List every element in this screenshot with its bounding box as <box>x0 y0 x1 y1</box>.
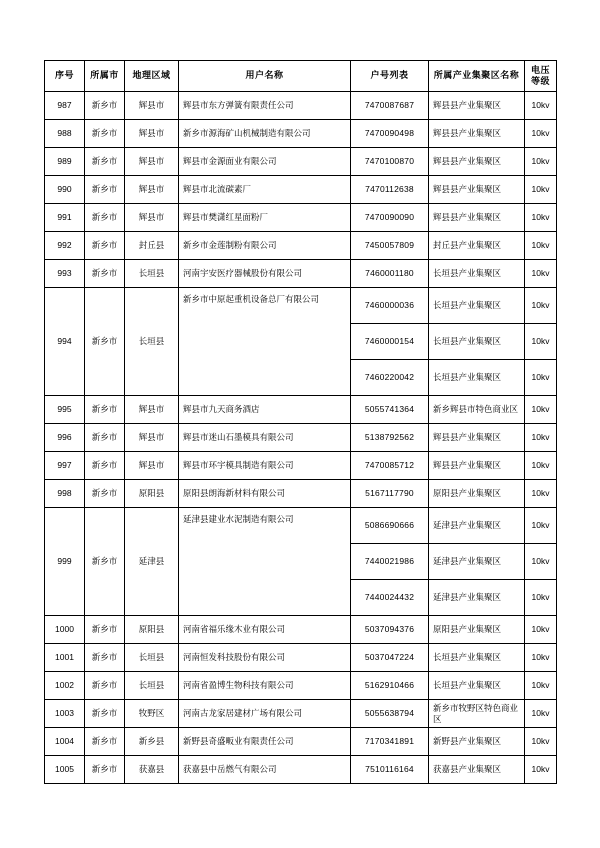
cell-voltage-level: 10kv <box>525 508 557 544</box>
cell-city: 新乡市 <box>85 288 125 396</box>
table-row <box>45 232 557 260</box>
cell-account-number: 5167117790 <box>351 480 429 508</box>
cell-seq: 992 <box>45 232 85 260</box>
cell-voltage-level: 10kv <box>525 452 557 480</box>
column-header-account: 户号列表 <box>351 61 429 92</box>
cell-voltage-level: 10kv <box>525 232 557 260</box>
cell-industrial-zone: 原阳县产业集聚区 <box>429 616 525 644</box>
cell-industrial-zone: 长垣县产业集聚区 <box>429 672 525 700</box>
cell-industrial-zone: 延津县产业集聚区 <box>429 580 525 616</box>
column-header-city: 所属市 <box>85 61 125 92</box>
table-row <box>45 120 557 148</box>
cell-region: 获嘉县 <box>125 756 179 784</box>
table-row <box>45 452 557 480</box>
column-header-seq: 序号 <box>45 61 85 92</box>
cell-user-name: 河南古龙家居建材广场有限公司 <box>179 700 351 728</box>
cell-user-name: 河南恒发科技股份有限公司 <box>179 644 351 672</box>
cell-account-number: 7460001180 <box>351 260 429 288</box>
cell-user-name: 辉县市北流碳素厂 <box>179 176 351 204</box>
cell-industrial-zone: 长垣县产业集聚区 <box>429 260 525 288</box>
cell-seq: 997 <box>45 452 85 480</box>
cell-user-name: 河南宇安医疗器械股份有限公司 <box>179 260 351 288</box>
cell-region: 原阳县 <box>125 616 179 644</box>
cell-industrial-zone: 辉县县产业集聚区 <box>429 176 525 204</box>
cell-voltage-level: 10kv <box>525 204 557 232</box>
cell-user-name: 新野县奇盛畈业有限责任公司 <box>179 728 351 756</box>
cell-city: 新乡市 <box>85 700 125 728</box>
cell-user-name: 新乡市金莲制粉有限公司 <box>179 232 351 260</box>
table-row <box>45 480 557 508</box>
cell-voltage-level: 10kv <box>525 92 557 120</box>
cell-industrial-zone: 辉县县产业集聚区 <box>429 92 525 120</box>
cell-region: 辉县市 <box>125 176 179 204</box>
cell-voltage-level: 10kv <box>525 672 557 700</box>
cell-user-name: 辉县市东方弹簧有限责任公司 <box>179 92 351 120</box>
cell-industrial-zone: 长垣县产业集聚区 <box>429 288 525 324</box>
cell-seq: 998 <box>45 480 85 508</box>
cell-industrial-zone: 辉县县产业集聚区 <box>429 424 525 452</box>
cell-voltage-level: 10kv <box>525 396 557 424</box>
cell-seq: 988 <box>45 120 85 148</box>
cell-industrial-zone: 获嘉县产业集聚区 <box>429 756 525 784</box>
cell-voltage-level: 10kv <box>525 700 557 728</box>
cell-seq: 991 <box>45 204 85 232</box>
table-row <box>45 396 557 424</box>
cell-region: 延津县 <box>125 508 179 616</box>
cell-account-number: 7440024432 <box>351 580 429 616</box>
cell-region: 原阳县 <box>125 480 179 508</box>
cell-region: 辉县市 <box>125 148 179 176</box>
cell-account-number: 5086690666 <box>351 508 429 544</box>
cell-seq: 993 <box>45 260 85 288</box>
cell-voltage-level: 10kv <box>525 728 557 756</box>
cell-region: 辉县市 <box>125 120 179 148</box>
cell-seq: 995 <box>45 396 85 424</box>
cell-account-number: 7460220042 <box>351 360 429 396</box>
cell-region: 牧野区 <box>125 700 179 728</box>
cell-user-name: 河南省盈博生物科技有限公司 <box>179 672 351 700</box>
table-header-row <box>45 61 557 92</box>
cell-user-name: 原阳县朗海新材料有限公司 <box>179 480 351 508</box>
cell-industrial-zone: 封丘县产业集聚区 <box>429 232 525 260</box>
cell-voltage-level: 10kv <box>525 148 557 176</box>
cell-voltage-level: 10kv <box>525 176 557 204</box>
cell-city: 新乡市 <box>85 92 125 120</box>
table-row <box>45 424 557 452</box>
cell-region: 长垣县 <box>125 644 179 672</box>
cell-region: 新乡县 <box>125 728 179 756</box>
cell-account-number: 5037094376 <box>351 616 429 644</box>
cell-city: 新乡市 <box>85 120 125 148</box>
cell-industrial-zone: 辉县县产业集聚区 <box>429 204 525 232</box>
cell-account-number: 7470085712 <box>351 452 429 480</box>
cell-region: 辉县市 <box>125 204 179 232</box>
cell-region: 辉县市 <box>125 92 179 120</box>
cell-user-name: 辉县市九天商务酒店 <box>179 396 351 424</box>
cell-user-name: 辉县市迷山石墨模具有限公司 <box>179 424 351 452</box>
cell-seq: 987 <box>45 92 85 120</box>
table-row <box>45 288 557 324</box>
cell-account-number: 5055638794 <box>351 700 429 728</box>
table-row <box>45 204 557 232</box>
cell-industrial-zone: 新乡辉县市特色商业区 <box>429 396 525 424</box>
cell-region: 长垣县 <box>125 672 179 700</box>
cell-seq: 996 <box>45 424 85 452</box>
cell-region: 辉县市 <box>125 452 179 480</box>
cell-account-number: 7450057809 <box>351 232 429 260</box>
cell-voltage-level: 10kv <box>525 644 557 672</box>
cell-account-number: 7440021986 <box>351 544 429 580</box>
cell-region: 封丘县 <box>125 232 179 260</box>
cell-seq: 994 <box>45 288 85 396</box>
table-row <box>45 260 557 288</box>
cell-user-name: 新乡市源海矿山机械制造有限公司 <box>179 120 351 148</box>
cell-voltage-level: 10kv <box>525 756 557 784</box>
table-row <box>45 756 557 784</box>
table-header <box>45 61 557 92</box>
cell-account-number: 7460000154 <box>351 324 429 360</box>
cell-seq: 1004 <box>45 728 85 756</box>
cell-city: 新乡市 <box>85 508 125 616</box>
cell-region: 长垣县 <box>125 260 179 288</box>
cell-voltage-level: 10kv <box>525 580 557 616</box>
cell-voltage-level: 10kv <box>525 324 557 360</box>
column-header-voltage: 电压等级 <box>525 61 557 92</box>
cell-user-name: 辉县市环宇模具制造有限公司 <box>179 452 351 480</box>
cell-seq: 1001 <box>45 644 85 672</box>
cell-industrial-zone: 原阳县产业集聚区 <box>429 480 525 508</box>
cell-region: 辉县市 <box>125 424 179 452</box>
cell-user-name: 延津县建业水泥制造有限公司 <box>179 508 351 616</box>
cell-city: 新乡市 <box>85 616 125 644</box>
table-row <box>45 616 557 644</box>
cell-account-number: 5055741364 <box>351 396 429 424</box>
table-row <box>45 672 557 700</box>
cell-voltage-level: 10kv <box>525 616 557 644</box>
cell-industrial-zone: 延津县产业集聚区 <box>429 544 525 580</box>
cell-user-name: 新乡市中原起重机设备总厂有限公司 <box>179 288 351 396</box>
cell-industrial-zone: 新乡市牧野区特色商业区 <box>429 700 525 728</box>
cell-user-name: 河南省福乐缘木业有限公司 <box>179 616 351 644</box>
cell-voltage-level: 10kv <box>525 544 557 580</box>
cell-region: 长垣县 <box>125 288 179 396</box>
cell-city: 新乡市 <box>85 232 125 260</box>
cell-industrial-zone: 辉县县产业集聚区 <box>429 148 525 176</box>
cell-voltage-level: 10kv <box>525 120 557 148</box>
cell-city: 新乡市 <box>85 644 125 672</box>
table-row <box>45 148 557 176</box>
cell-account-number: 5037047224 <box>351 644 429 672</box>
cell-account-number: 7510116164 <box>351 756 429 784</box>
cell-voltage-level: 10kv <box>525 480 557 508</box>
cell-voltage-level: 10kv <box>525 260 557 288</box>
table-row <box>45 508 557 544</box>
cell-user-name: 辉县市金源面业有限公司 <box>179 148 351 176</box>
cell-voltage-level: 10kv <box>525 360 557 396</box>
cell-city: 新乡市 <box>85 452 125 480</box>
cell-voltage-level: 10kv <box>525 288 557 324</box>
cell-account-number: 5138792562 <box>351 424 429 452</box>
cell-city: 新乡市 <box>85 756 125 784</box>
cell-seq: 1003 <box>45 700 85 728</box>
cell-city: 新乡市 <box>85 480 125 508</box>
cell-account-number: 5162910466 <box>351 672 429 700</box>
cell-account-number: 7470100870 <box>351 148 429 176</box>
table-row <box>45 644 557 672</box>
table-row <box>45 176 557 204</box>
cell-city: 新乡市 <box>85 260 125 288</box>
column-header-name: 用户名称 <box>179 61 351 92</box>
cell-seq: 1002 <box>45 672 85 700</box>
cell-seq: 1000 <box>45 616 85 644</box>
cell-voltage-level: 10kv <box>525 424 557 452</box>
cell-industrial-zone: 长垣县产业集聚区 <box>429 324 525 360</box>
cell-account-number: 7170341891 <box>351 728 429 756</box>
cell-city: 新乡市 <box>85 672 125 700</box>
cell-city: 新乡市 <box>85 204 125 232</box>
cell-seq: 989 <box>45 148 85 176</box>
cell-city: 新乡市 <box>85 176 125 204</box>
enterprise-table <box>44 60 557 784</box>
cell-industrial-zone: 新野县产业集聚区 <box>429 728 525 756</box>
cell-user-name: 辉县市樊潇红星面粉厂 <box>179 204 351 232</box>
column-header-zone: 所属产业集聚区名称 <box>429 61 525 92</box>
cell-industrial-zone: 长垣县产业集聚区 <box>429 360 525 396</box>
cell-industrial-zone: 辉县县产业集聚区 <box>429 452 525 480</box>
column-header-region: 地理区域 <box>125 61 179 92</box>
cell-account-number: 7470112638 <box>351 176 429 204</box>
cell-industrial-zone: 延津县产业集聚区 <box>429 508 525 544</box>
table-body <box>45 92 557 784</box>
cell-region: 辉县市 <box>125 396 179 424</box>
cell-seq: 999 <box>45 508 85 616</box>
cell-account-number: 7470087687 <box>351 92 429 120</box>
table-row <box>45 700 557 728</box>
cell-city: 新乡市 <box>85 396 125 424</box>
cell-account-number: 7470090498 <box>351 120 429 148</box>
cell-account-number: 7470090090 <box>351 204 429 232</box>
cell-seq: 990 <box>45 176 85 204</box>
cell-city: 新乡市 <box>85 728 125 756</box>
cell-user-name: 获嘉县中岳燃气有限公司 <box>179 756 351 784</box>
cell-city: 新乡市 <box>85 424 125 452</box>
table-row <box>45 92 557 120</box>
table-row <box>45 728 557 756</box>
cell-industrial-zone: 长垣县产业集聚区 <box>429 644 525 672</box>
cell-industrial-zone: 辉县县产业集聚区 <box>429 120 525 148</box>
cell-seq: 1005 <box>45 756 85 784</box>
cell-city: 新乡市 <box>85 148 125 176</box>
cell-account-number: 7460000036 <box>351 288 429 324</box>
